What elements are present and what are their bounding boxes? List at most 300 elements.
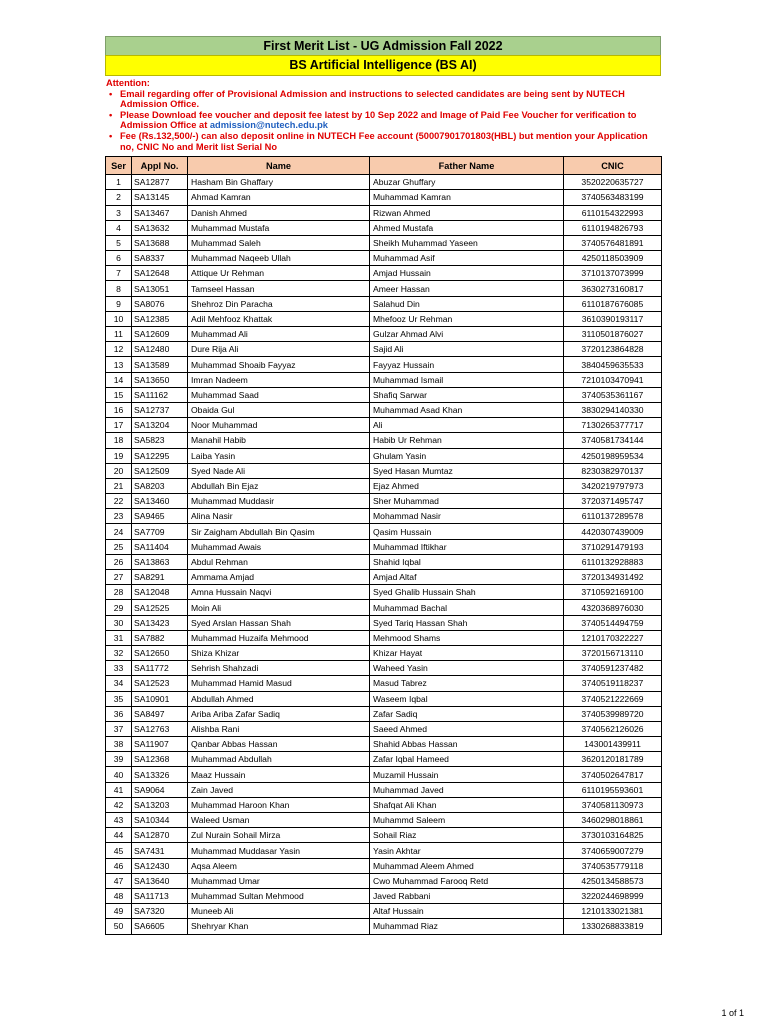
cell-father-name: Cwo Muhammad Farooq Retd	[370, 873, 564, 888]
cell-father-name: Syed Hasan Mumtaz	[370, 463, 564, 478]
cell-ser: 40	[106, 767, 132, 782]
cell-cnic: 8230382970137	[564, 463, 662, 478]
cell-ser: 37	[106, 721, 132, 736]
cell-name: Dure Rija Ali	[188, 342, 370, 357]
cell-appl-no: SA13423	[132, 615, 188, 630]
cell-name: Muhammad Ali	[188, 327, 370, 342]
table-row	[106, 600, 662, 615]
cell-name: Muhammad Huzaifa Mehmood	[188, 630, 370, 645]
table-row	[106, 311, 662, 326]
cell-appl-no: SA13650	[132, 372, 188, 387]
cell-ser: 45	[106, 843, 132, 858]
cell-appl-no: SA13203	[132, 797, 188, 812]
cell-cnic: 3740581734144	[564, 433, 662, 448]
table-row	[106, 676, 662, 691]
table-row	[106, 387, 662, 402]
cell-father-name: Fayyaz Hussain	[370, 357, 564, 372]
cell-cnic: 3740539989720	[564, 706, 662, 721]
table-row	[106, 266, 662, 281]
cell-cnic: 3830294140330	[564, 402, 662, 417]
cell-name: Muhammad Haroon Khan	[188, 797, 370, 812]
cell-ser: 24	[106, 524, 132, 539]
table-row	[106, 782, 662, 797]
cell-appl-no: SA13204	[132, 418, 188, 433]
cell-appl-no: SA6605	[132, 919, 188, 934]
cell-cnic: 3740502647817	[564, 767, 662, 782]
cell-ser: 42	[106, 797, 132, 812]
table-row	[106, 190, 662, 205]
cell-name: Waleed Usman	[188, 813, 370, 828]
cell-name: Qanbar Abbas Hassan	[188, 737, 370, 752]
cell-cnic: 1210170322227	[564, 630, 662, 645]
col-header-name: Name	[188, 157, 370, 175]
table-row	[106, 372, 662, 387]
cell-name: Zul Nurain Sohail Mirza	[188, 828, 370, 843]
cell-cnic: 6110194826793	[564, 220, 662, 235]
table-row	[106, 205, 662, 220]
cell-ser: 25	[106, 539, 132, 554]
cell-ser: 15	[106, 387, 132, 402]
cell-cnic: 3740591237482	[564, 661, 662, 676]
cell-father-name: Muhammad Aleem Ahmed	[370, 858, 564, 873]
cell-ser: 39	[106, 752, 132, 767]
cell-ser: 49	[106, 904, 132, 919]
cell-appl-no: SA12525	[132, 600, 188, 615]
cell-appl-no: SA13460	[132, 494, 188, 509]
cell-ser: 16	[106, 402, 132, 417]
cell-ser: 27	[106, 570, 132, 585]
cell-name: Abdullah Bin Ejaz	[188, 478, 370, 493]
cell-cnic: 6110187676085	[564, 296, 662, 311]
cell-cnic: 3740535779118	[564, 858, 662, 873]
cell-ser: 46	[106, 858, 132, 873]
cell-appl-no: SA13589	[132, 357, 188, 372]
cell-father-name: Habib Ur Rehman	[370, 433, 564, 448]
cell-name: Shiza Khizar	[188, 645, 370, 660]
cell-cnic: 4250198959534	[564, 448, 662, 463]
cell-name: Abdullah Ahmed	[188, 691, 370, 706]
cell-cnic: 7210103470941	[564, 372, 662, 387]
table-row	[106, 342, 662, 357]
cell-cnic: 3520220635727	[564, 175, 662, 190]
col-header-ser: Ser	[106, 157, 132, 175]
cell-appl-no: SA11404	[132, 539, 188, 554]
cell-father-name: Muhammad Ismail	[370, 372, 564, 387]
cell-father-name: Shafqat Ali Khan	[370, 797, 564, 812]
cell-father-name: Javed Rabbani	[370, 888, 564, 903]
table-row	[106, 737, 662, 752]
cell-father-name: Yasin Akhtar	[370, 843, 564, 858]
cell-ser: 8	[106, 281, 132, 296]
cell-name: Moin Ali	[188, 600, 370, 615]
cell-name: Alishba Rani	[188, 721, 370, 736]
cell-father-name: Salahud Din	[370, 296, 564, 311]
cell-cnic: 3740562126026	[564, 721, 662, 736]
table-row	[106, 296, 662, 311]
cell-cnic: 3710137073999	[564, 266, 662, 281]
cell-ser: 50	[106, 919, 132, 934]
attention-bullet-fee-voucher: • Please Download fee voucher and deposit fee latest by 10 Sep 2022 and Image of Paid Fee Voucher for verification to Admission Office at admission@nutech.edu.pk	[120, 110, 661, 131]
cell-ser: 5	[106, 235, 132, 250]
cell-father-name: Ejaz Ahmed	[370, 478, 564, 493]
cell-cnic: 3720156713110	[564, 645, 662, 660]
cell-ser: 4	[106, 220, 132, 235]
cell-father-name: Ahmed Mustafa	[370, 220, 564, 235]
cell-father-name: Muhammad Bachal	[370, 600, 564, 615]
cell-name: Ariba Ariba Zafar Sadiq	[188, 706, 370, 721]
cell-father-name: Gulzar Ahmad Alvi	[370, 327, 564, 342]
table-row	[106, 175, 662, 190]
merit-list-document	[105, 36, 661, 935]
cell-name: Hasham Bin Ghaffary	[188, 175, 370, 190]
table-row	[106, 843, 662, 858]
cell-cnic: 143001439911	[564, 737, 662, 752]
cell-name: Muhammad Sultan Mehmood	[188, 888, 370, 903]
cell-appl-no: SA12385	[132, 311, 188, 326]
col-header-appl-no: Appl No.	[132, 157, 188, 175]
cell-ser: 18	[106, 433, 132, 448]
cell-ser: 2	[106, 190, 132, 205]
cell-name: Sehrish Shahzadi	[188, 661, 370, 676]
cell-ser: 36	[106, 706, 132, 721]
cell-appl-no: SA12048	[132, 585, 188, 600]
cell-name: Maaz Hussain	[188, 767, 370, 782]
cell-cnic: 4320368976030	[564, 600, 662, 615]
cell-appl-no: SA13863	[132, 554, 188, 569]
cell-father-name: Ghulam Yasin	[370, 448, 564, 463]
cell-ser: 10	[106, 311, 132, 326]
cell-name: Amna Hussain Naqvi	[188, 585, 370, 600]
cell-ser: 17	[106, 418, 132, 433]
cell-appl-no: SA13145	[132, 190, 188, 205]
cell-ser: 31	[106, 630, 132, 645]
table-row	[106, 539, 662, 554]
cell-name: Muhammad Hamid Masud	[188, 676, 370, 691]
cell-appl-no: SA11772	[132, 661, 188, 676]
cell-name: Adil Mehfooz Khattak	[188, 311, 370, 326]
cell-father-name: Amjad Altaf	[370, 570, 564, 585]
table-row	[106, 554, 662, 569]
table-row	[106, 402, 662, 417]
cell-cnic: 3740519118237	[564, 676, 662, 691]
cell-appl-no: SA8337	[132, 251, 188, 266]
table-row	[106, 251, 662, 266]
cell-cnic: 3720371495747	[564, 494, 662, 509]
cell-cnic: 1210133021381	[564, 904, 662, 919]
cell-appl-no: SA8291	[132, 570, 188, 585]
cell-cnic: 3740659007279	[564, 843, 662, 858]
cell-appl-no: SA13688	[132, 235, 188, 250]
cell-cnic: 7130265377717	[564, 418, 662, 433]
cell-father-name: Muhammad Asif	[370, 251, 564, 266]
cell-father-name: Mohammad Nasir	[370, 509, 564, 524]
table-row	[106, 630, 662, 645]
cell-cnic: 3420219797973	[564, 478, 662, 493]
table-body	[106, 175, 662, 934]
cell-name: Muhammad Saleh	[188, 235, 370, 250]
cell-father-name: Khizar Hayat	[370, 645, 564, 660]
table-row	[106, 904, 662, 919]
cell-name: Noor Muhammad	[188, 418, 370, 433]
cell-name: Sir Zaigham Abdullah Bin Qasim	[188, 524, 370, 539]
table-row	[106, 797, 662, 812]
cell-appl-no: SA7431	[132, 843, 188, 858]
cell-ser: 47	[106, 873, 132, 888]
table-row	[106, 524, 662, 539]
cell-cnic: 3720134931492	[564, 570, 662, 585]
cell-father-name: Mehmood Shams	[370, 630, 564, 645]
merit-table	[105, 156, 662, 934]
cell-name: Muhammad Mustafa	[188, 220, 370, 235]
cell-name: Aqsa Aleem	[188, 858, 370, 873]
table-row	[106, 327, 662, 342]
cell-cnic: 3740535361167	[564, 387, 662, 402]
cell-father-name: Masud Tabrez	[370, 676, 564, 691]
cell-name: Abdul Rehman	[188, 554, 370, 569]
table-row	[106, 828, 662, 843]
cell-father-name: Zafar Sadiq	[370, 706, 564, 721]
cell-cnic: 3740514494759	[564, 615, 662, 630]
table-row	[106, 691, 662, 706]
cell-father-name: Altaf Hussain	[370, 904, 564, 919]
cell-father-name: Shahid Iqbal	[370, 554, 564, 569]
cell-ser: 3	[106, 205, 132, 220]
cell-appl-no: SA13051	[132, 281, 188, 296]
list-title: First Merit List - UG Admission Fall 2022	[105, 36, 661, 55]
cell-ser: 13	[106, 357, 132, 372]
cell-father-name: Sher Muhammad	[370, 494, 564, 509]
cell-ser: 6	[106, 251, 132, 266]
cell-ser: 35	[106, 691, 132, 706]
table-row	[106, 721, 662, 736]
cell-father-name: Shafiq Sarwar	[370, 387, 564, 402]
col-header-cnic: CNIC	[564, 157, 662, 175]
cell-appl-no: SA8497	[132, 706, 188, 721]
table-row	[106, 433, 662, 448]
cell-ser: 33	[106, 661, 132, 676]
cell-ser: 12	[106, 342, 132, 357]
cell-appl-no: SA11713	[132, 888, 188, 903]
cell-ser: 38	[106, 737, 132, 752]
cell-cnic: 3730103164825	[564, 828, 662, 843]
cell-father-name: Rizwan Ahmed	[370, 205, 564, 220]
cell-name: Obaida Gul	[188, 402, 370, 417]
table-row	[106, 478, 662, 493]
cell-name: Ammama Amjad	[188, 570, 370, 585]
cell-appl-no: SA5823	[132, 433, 188, 448]
cell-appl-no: SA12650	[132, 645, 188, 660]
cell-appl-no: SA11907	[132, 737, 188, 752]
cell-father-name: Ameer Hassan	[370, 281, 564, 296]
cell-name: Tamseel Hassan	[188, 281, 370, 296]
cell-appl-no: SA12877	[132, 175, 188, 190]
cell-father-name: Syed Tariq Hassan Shah	[370, 615, 564, 630]
cell-ser: 14	[106, 372, 132, 387]
table-row	[106, 873, 662, 888]
cell-appl-no: SA12509	[132, 463, 188, 478]
attention-heading: Attention:	[106, 78, 150, 88]
table-row	[106, 706, 662, 721]
col-header-father-name: Father Name	[370, 157, 564, 175]
cell-cnic: 3740563483199	[564, 190, 662, 205]
cell-appl-no: SA8076	[132, 296, 188, 311]
table-row	[106, 813, 662, 828]
cell-father-name: Waheed Yasin	[370, 661, 564, 676]
cell-father-name: Muhammad Riaz	[370, 919, 564, 934]
cell-name: Manahil Habib	[188, 433, 370, 448]
cell-father-name: Amjad Hussain	[370, 266, 564, 281]
cell-name: Shehroz Din Paracha	[188, 296, 370, 311]
cell-ser: 26	[106, 554, 132, 569]
cell-name: Danish Ahmed	[188, 205, 370, 220]
cell-appl-no: SA10901	[132, 691, 188, 706]
cell-cnic: 3840459635533	[564, 357, 662, 372]
cell-appl-no: SA13632	[132, 220, 188, 235]
cell-cnic: 1330268833819	[564, 919, 662, 934]
cell-name: Shehryar Khan	[188, 919, 370, 934]
cell-name: Attique Ur Rehman	[188, 266, 370, 281]
cell-father-name: Shahid Abbas Hassan	[370, 737, 564, 752]
cell-father-name: Qasim Hussain	[370, 524, 564, 539]
cell-cnic: 3110501876027	[564, 327, 662, 342]
cell-father-name: Muhammad Iftikhar	[370, 539, 564, 554]
cell-father-name: Waseem Iqbal	[370, 691, 564, 706]
table-row	[106, 220, 662, 235]
cell-name: Muhammad Shoaib Fayyaz	[188, 357, 370, 372]
cell-cnic: 3740521222669	[564, 691, 662, 706]
program-title: BS Artificial Intelligence (BS AI)	[105, 55, 661, 76]
cell-cnic: 6110154322993	[564, 205, 662, 220]
cell-ser: 48	[106, 888, 132, 903]
cell-appl-no: SA12480	[132, 342, 188, 357]
cell-name: Muhammad Saad	[188, 387, 370, 402]
cell-name: Muhammad Awais	[188, 539, 370, 554]
cell-father-name: Muzamil Hussain	[370, 767, 564, 782]
cell-name: Muhammad Muddasir	[188, 494, 370, 509]
cell-father-name: Syed Ghalib Hussain Shah	[370, 585, 564, 600]
cell-appl-no: SA10344	[132, 813, 188, 828]
cell-ser: 23	[106, 509, 132, 524]
table-row	[106, 661, 662, 676]
cell-ser: 22	[106, 494, 132, 509]
cell-name: Laiba Yasin	[188, 448, 370, 463]
cell-appl-no: SA12609	[132, 327, 188, 342]
cell-ser: 28	[106, 585, 132, 600]
table-row	[106, 494, 662, 509]
cell-name: Ahmad Kamran	[188, 190, 370, 205]
cell-appl-no: SA12763	[132, 721, 188, 736]
cell-appl-no: SA12523	[132, 676, 188, 691]
cell-ser: 29	[106, 600, 132, 615]
cell-cnic: 3740576481891	[564, 235, 662, 250]
cell-ser: 11	[106, 327, 132, 342]
cell-ser: 20	[106, 463, 132, 478]
cell-name: Imran Nadeem	[188, 372, 370, 387]
cell-father-name: Sheikh Muhammad Yaseen	[370, 235, 564, 250]
cell-father-name: Zafar Iqbal Hameed	[370, 752, 564, 767]
table-row	[106, 463, 662, 478]
table-row	[106, 767, 662, 782]
cell-father-name: Ali	[370, 418, 564, 433]
cell-father-name: Abuzar Ghuffary	[370, 175, 564, 190]
cell-appl-no: SA12737	[132, 402, 188, 417]
cell-cnic: 6110137289578	[564, 509, 662, 524]
cell-ser: 1	[106, 175, 132, 190]
cell-appl-no: SA13640	[132, 873, 188, 888]
cell-appl-no: SA8203	[132, 478, 188, 493]
cell-appl-no: SA13467	[132, 205, 188, 220]
cell-cnic: 4250134588573	[564, 873, 662, 888]
table-row	[106, 888, 662, 903]
page-indicator: 1 of 1	[721, 1008, 744, 1018]
cell-father-name: Muhammd Saleem	[370, 813, 564, 828]
table-row	[106, 235, 662, 250]
cell-appl-no: SA12368	[132, 752, 188, 767]
cell-ser: 32	[106, 645, 132, 660]
admission-email-link[interactable]: admission@nutech.edu.pk	[209, 120, 328, 131]
cell-name: Alina Nasir	[188, 509, 370, 524]
cell-appl-no: SA12430	[132, 858, 188, 873]
cell-father-name: Mhefooz Ur Rehman	[370, 311, 564, 326]
cell-cnic: 3610390193117	[564, 311, 662, 326]
cell-ser: 41	[106, 782, 132, 797]
cell-name: Syed Nade Ali	[188, 463, 370, 478]
cell-appl-no: SA7882	[132, 630, 188, 645]
table-row	[106, 752, 662, 767]
cell-father-name: Muhammad Javed	[370, 782, 564, 797]
table-row	[106, 645, 662, 660]
cell-name: Muhammad Muddasar Yasin	[188, 843, 370, 858]
cell-ser: 34	[106, 676, 132, 691]
cell-cnic: 6110195593601	[564, 782, 662, 797]
cell-appl-no: SA11162	[132, 387, 188, 402]
cell-cnic: 6110132928883	[564, 554, 662, 569]
table-row	[106, 418, 662, 433]
cell-ser: 30	[106, 615, 132, 630]
cell-ser: 21	[106, 478, 132, 493]
cell-cnic: 4250118503909	[564, 251, 662, 266]
cell-cnic: 3220244698999	[564, 888, 662, 903]
cell-father-name: Sajid Ali	[370, 342, 564, 357]
attention-notice	[105, 78, 661, 152]
cell-cnic: 3620120181789	[564, 752, 662, 767]
table-row	[106, 585, 662, 600]
table-row	[106, 570, 662, 585]
table-row	[106, 509, 662, 524]
cell-ser: 7	[106, 266, 132, 281]
cell-cnic: 3710291479193	[564, 539, 662, 554]
table-row	[106, 448, 662, 463]
cell-cnic: 3630273160817	[564, 281, 662, 296]
cell-appl-no: SA12870	[132, 828, 188, 843]
cell-appl-no: SA12648	[132, 266, 188, 281]
cell-cnic: 4420307439009	[564, 524, 662, 539]
cell-name: Muhammad Umar	[188, 873, 370, 888]
cell-name: Syed Arslan Hassan Shah	[188, 615, 370, 630]
table-row	[106, 357, 662, 372]
cell-name: Muhammad Naqeeb Ullah	[188, 251, 370, 266]
cell-ser: 43	[106, 813, 132, 828]
table-row	[106, 919, 662, 934]
cell-name: Zain Javed	[188, 782, 370, 797]
cell-father-name: Saeed Ahmed	[370, 721, 564, 736]
attention-list	[106, 89, 661, 153]
table-row	[106, 615, 662, 630]
attention-bullet-email: • Email regarding offer of Provisional Admission and instructions to selected candidates are being sent by NUTECH Admission Office.	[120, 89, 661, 110]
cell-appl-no: SA9064	[132, 782, 188, 797]
cell-cnic: 3740581130973	[564, 797, 662, 812]
cell-appl-no: SA12295	[132, 448, 188, 463]
